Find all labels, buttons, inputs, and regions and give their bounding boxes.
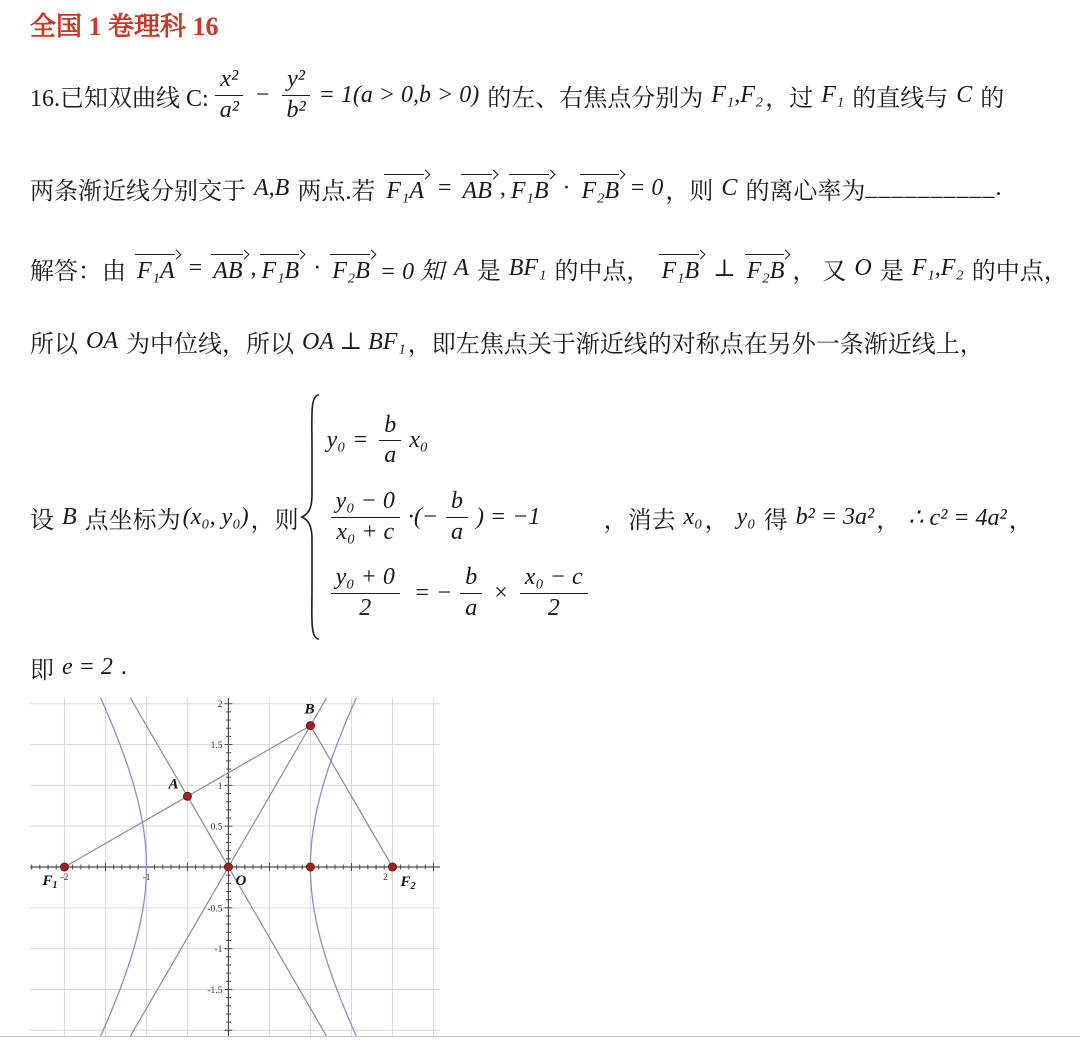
fraction-b-a: [377, 412, 403, 470]
equation-segment: = 0: [629, 174, 664, 201]
text-segment: 是: [470, 258, 507, 285]
perpendicular-operator: ⊥: [713, 255, 736, 282]
solution-line-1: [30, 244, 1068, 292]
text-segment: 解答：由: [30, 258, 132, 285]
svg-text:-2: -2: [60, 873, 69, 883]
vector-ab: AB: [461, 172, 497, 205]
fraction-denominator: a²: [219, 96, 239, 123]
math-c: C: [721, 174, 738, 201]
text-segment: 的中点，: [548, 258, 657, 285]
point-b: [306, 722, 314, 730]
fraction-numerator: x₀ − c: [520, 564, 588, 594]
equals-operator: =: [188, 254, 203, 281]
fraction-numerator: b: [460, 564, 482, 594]
text-segment: 所以: [30, 331, 84, 358]
math-f1f2: F₁,F₂: [911, 254, 964, 281]
vector-f2b: F₂B: [580, 172, 625, 205]
math-x0: x₀: [683, 503, 703, 530]
math-oa-perp-bf1: OA ⊥ BF₁: [302, 328, 406, 355]
system-brace: [299, 391, 323, 643]
vector-f1b: F₁B: [260, 252, 305, 285]
fraction-denominator: 2: [547, 594, 560, 621]
times-operator: ×: [494, 579, 508, 606]
text-segment: 的: [974, 85, 1005, 112]
fraction-numerator: y₀ − 0: [331, 488, 400, 518]
text-segment: ，即左焦点关于渐近线的对称点在另外一条渐近线上，: [407, 331, 984, 358]
math-c2-4a2: ∴ c² = 4a²: [908, 504, 1007, 531]
fraction-denominator: b²: [286, 96, 306, 123]
math-b2-3a2: b² = 3a²: [795, 503, 875, 530]
vector-f2b: F₂B: [330, 252, 375, 285]
solution-system-line: [30, 388, 1033, 646]
problem-line-1: [30, 52, 1004, 138]
dot-operator: ·: [313, 254, 322, 281]
svg-text:-1: -1: [214, 945, 223, 956]
fraction-numerator: x²: [215, 66, 243, 96]
solution-result-line: [30, 648, 127, 686]
text-segment: 是: [873, 258, 910, 285]
math-x0y0: (x₀, y₀): [182, 503, 249, 530]
text-segment: 为中位线，所以: [120, 331, 300, 358]
math-a: A: [454, 254, 469, 281]
text-segment: ，则: [250, 507, 299, 534]
math-y0: y₀: [326, 427, 346, 454]
vector-f1a: F₁A: [384, 172, 429, 205]
math-c: C: [956, 81, 973, 108]
equation-3: [325, 564, 594, 622]
svg-text:-1: -1: [142, 873, 151, 883]
text-segment: 的中点，: [965, 258, 1068, 285]
period: .: [114, 653, 127, 680]
text-segment: 的左、右焦点分别为: [481, 85, 710, 112]
text-segment: 即: [30, 657, 60, 684]
svg-text:0.5: 0.5: [210, 822, 223, 833]
fraction-midpoint-x: [518, 564, 590, 622]
answer-blank: __________: [865, 174, 996, 201]
text-segment: ，消去: [603, 507, 682, 534]
comma: ,: [250, 254, 257, 281]
fraction-numerator: b: [379, 412, 401, 442]
point-vertex: [306, 863, 314, 871]
hyperbola-plot: [30, 698, 440, 1036]
point-o: [224, 863, 232, 871]
fraction-denominator: 2: [359, 594, 372, 621]
math-e-equals-2: e = 2: [62, 653, 113, 680]
point-f2-label: $F_2$: [400, 874, 416, 892]
text-segment: 两条渐近线分别交于: [30, 178, 252, 205]
period: .: [995, 174, 1002, 201]
equation-segment: = 0 知: [379, 258, 451, 285]
point-f1-label: $F_1$: [42, 873, 58, 891]
equation-2: [325, 488, 594, 546]
text-segment: 两点.若: [291, 178, 382, 205]
bottom-divider: [0, 1036, 1080, 1037]
comma: ,: [499, 174, 506, 201]
fraction-midpoint-y: [329, 564, 402, 622]
fraction-b-a: [458, 564, 484, 622]
text-segment: ，则: [665, 178, 720, 205]
vector-ab: AB: [211, 252, 247, 285]
text-segment: ，: [876, 507, 907, 534]
dot-operator: ·: [562, 174, 571, 201]
text-segment: 的直线与: [846, 85, 955, 112]
vector-f1b: F₁B: [509, 172, 554, 205]
math-b: B: [62, 503, 77, 530]
text-segment: ，: [1008, 507, 1033, 534]
point-o-label: O: [235, 873, 247, 889]
operator-segment: ·(−: [407, 503, 439, 530]
fraction-denominator: x₀ + c: [336, 518, 395, 545]
fraction-denominator: a: [384, 442, 397, 469]
vector-f2b: F₂B: [745, 252, 790, 285]
vector-f1b: F₁B: [659, 252, 704, 285]
equation-system: [325, 412, 594, 623]
equals-segment: = −: [407, 579, 453, 606]
svg-text:2: 2: [383, 873, 388, 883]
fraction-slope: [329, 488, 402, 546]
svg-text:2: 2: [217, 700, 223, 711]
point-b-label: B: [304, 701, 315, 718]
point-a: [183, 792, 191, 800]
minus-operator: −: [255, 81, 270, 108]
svg-text:-1.5: -1.5: [207, 985, 223, 996]
problem-line-2: [30, 164, 1001, 212]
text-segment: 得: [757, 507, 794, 534]
text-segment: ，过: [765, 85, 820, 112]
equation-segment: ) = −1: [476, 503, 541, 530]
fraction-b-a: [444, 488, 470, 546]
solution-line-2: [30, 320, 984, 362]
math-o: O: [854, 254, 872, 281]
svg-text:1.5: 1.5: [210, 741, 223, 752]
text-segment: 点坐标为: [78, 507, 181, 534]
math-y0: y₀: [736, 503, 756, 530]
vector-f1a: F₁A: [135, 252, 180, 285]
equation-1: [325, 412, 594, 470]
text-segment: 的离心率为: [739, 178, 866, 205]
text-segment: 16.已知双曲线 C:: [30, 85, 209, 112]
math-bf1: BF₁: [508, 254, 547, 281]
svg-text:1: 1: [217, 781, 223, 792]
page-title: 全国 1 卷理科 16: [30, 12, 219, 41]
svg-text:-0.5: -0.5: [207, 904, 223, 915]
fraction-y2-b2: [279, 66, 312, 124]
equation-segment: = 1(a > 0,b > 0): [318, 81, 480, 108]
math-oa: OA: [86, 327, 118, 354]
text-segment: 设: [30, 507, 60, 534]
text-segment: ，: [704, 507, 735, 534]
point-f2: [388, 863, 396, 871]
fraction-denominator: a: [451, 518, 464, 545]
math-ab-points: A,B: [254, 174, 290, 201]
fraction-numerator: b: [446, 488, 468, 518]
equals-operator: =: [438, 174, 452, 201]
point-a-label: A: [168, 776, 179, 793]
equals-operator: =: [347, 427, 374, 454]
fraction-denominator: a: [465, 594, 478, 621]
math-x0: x₀: [409, 427, 429, 454]
fraction-numerator: y²: [282, 66, 310, 96]
text-segment: ， 又: [792, 258, 853, 285]
point-f1: [60, 863, 68, 871]
math-f1f2: F₁,F₂: [711, 81, 764, 108]
fraction-x2-a2: [213, 66, 246, 124]
hyperbola-figure: [30, 698, 440, 1036]
math-f1: F₁: [821, 81, 845, 108]
fraction-numerator: y₀ + 0: [331, 564, 400, 594]
